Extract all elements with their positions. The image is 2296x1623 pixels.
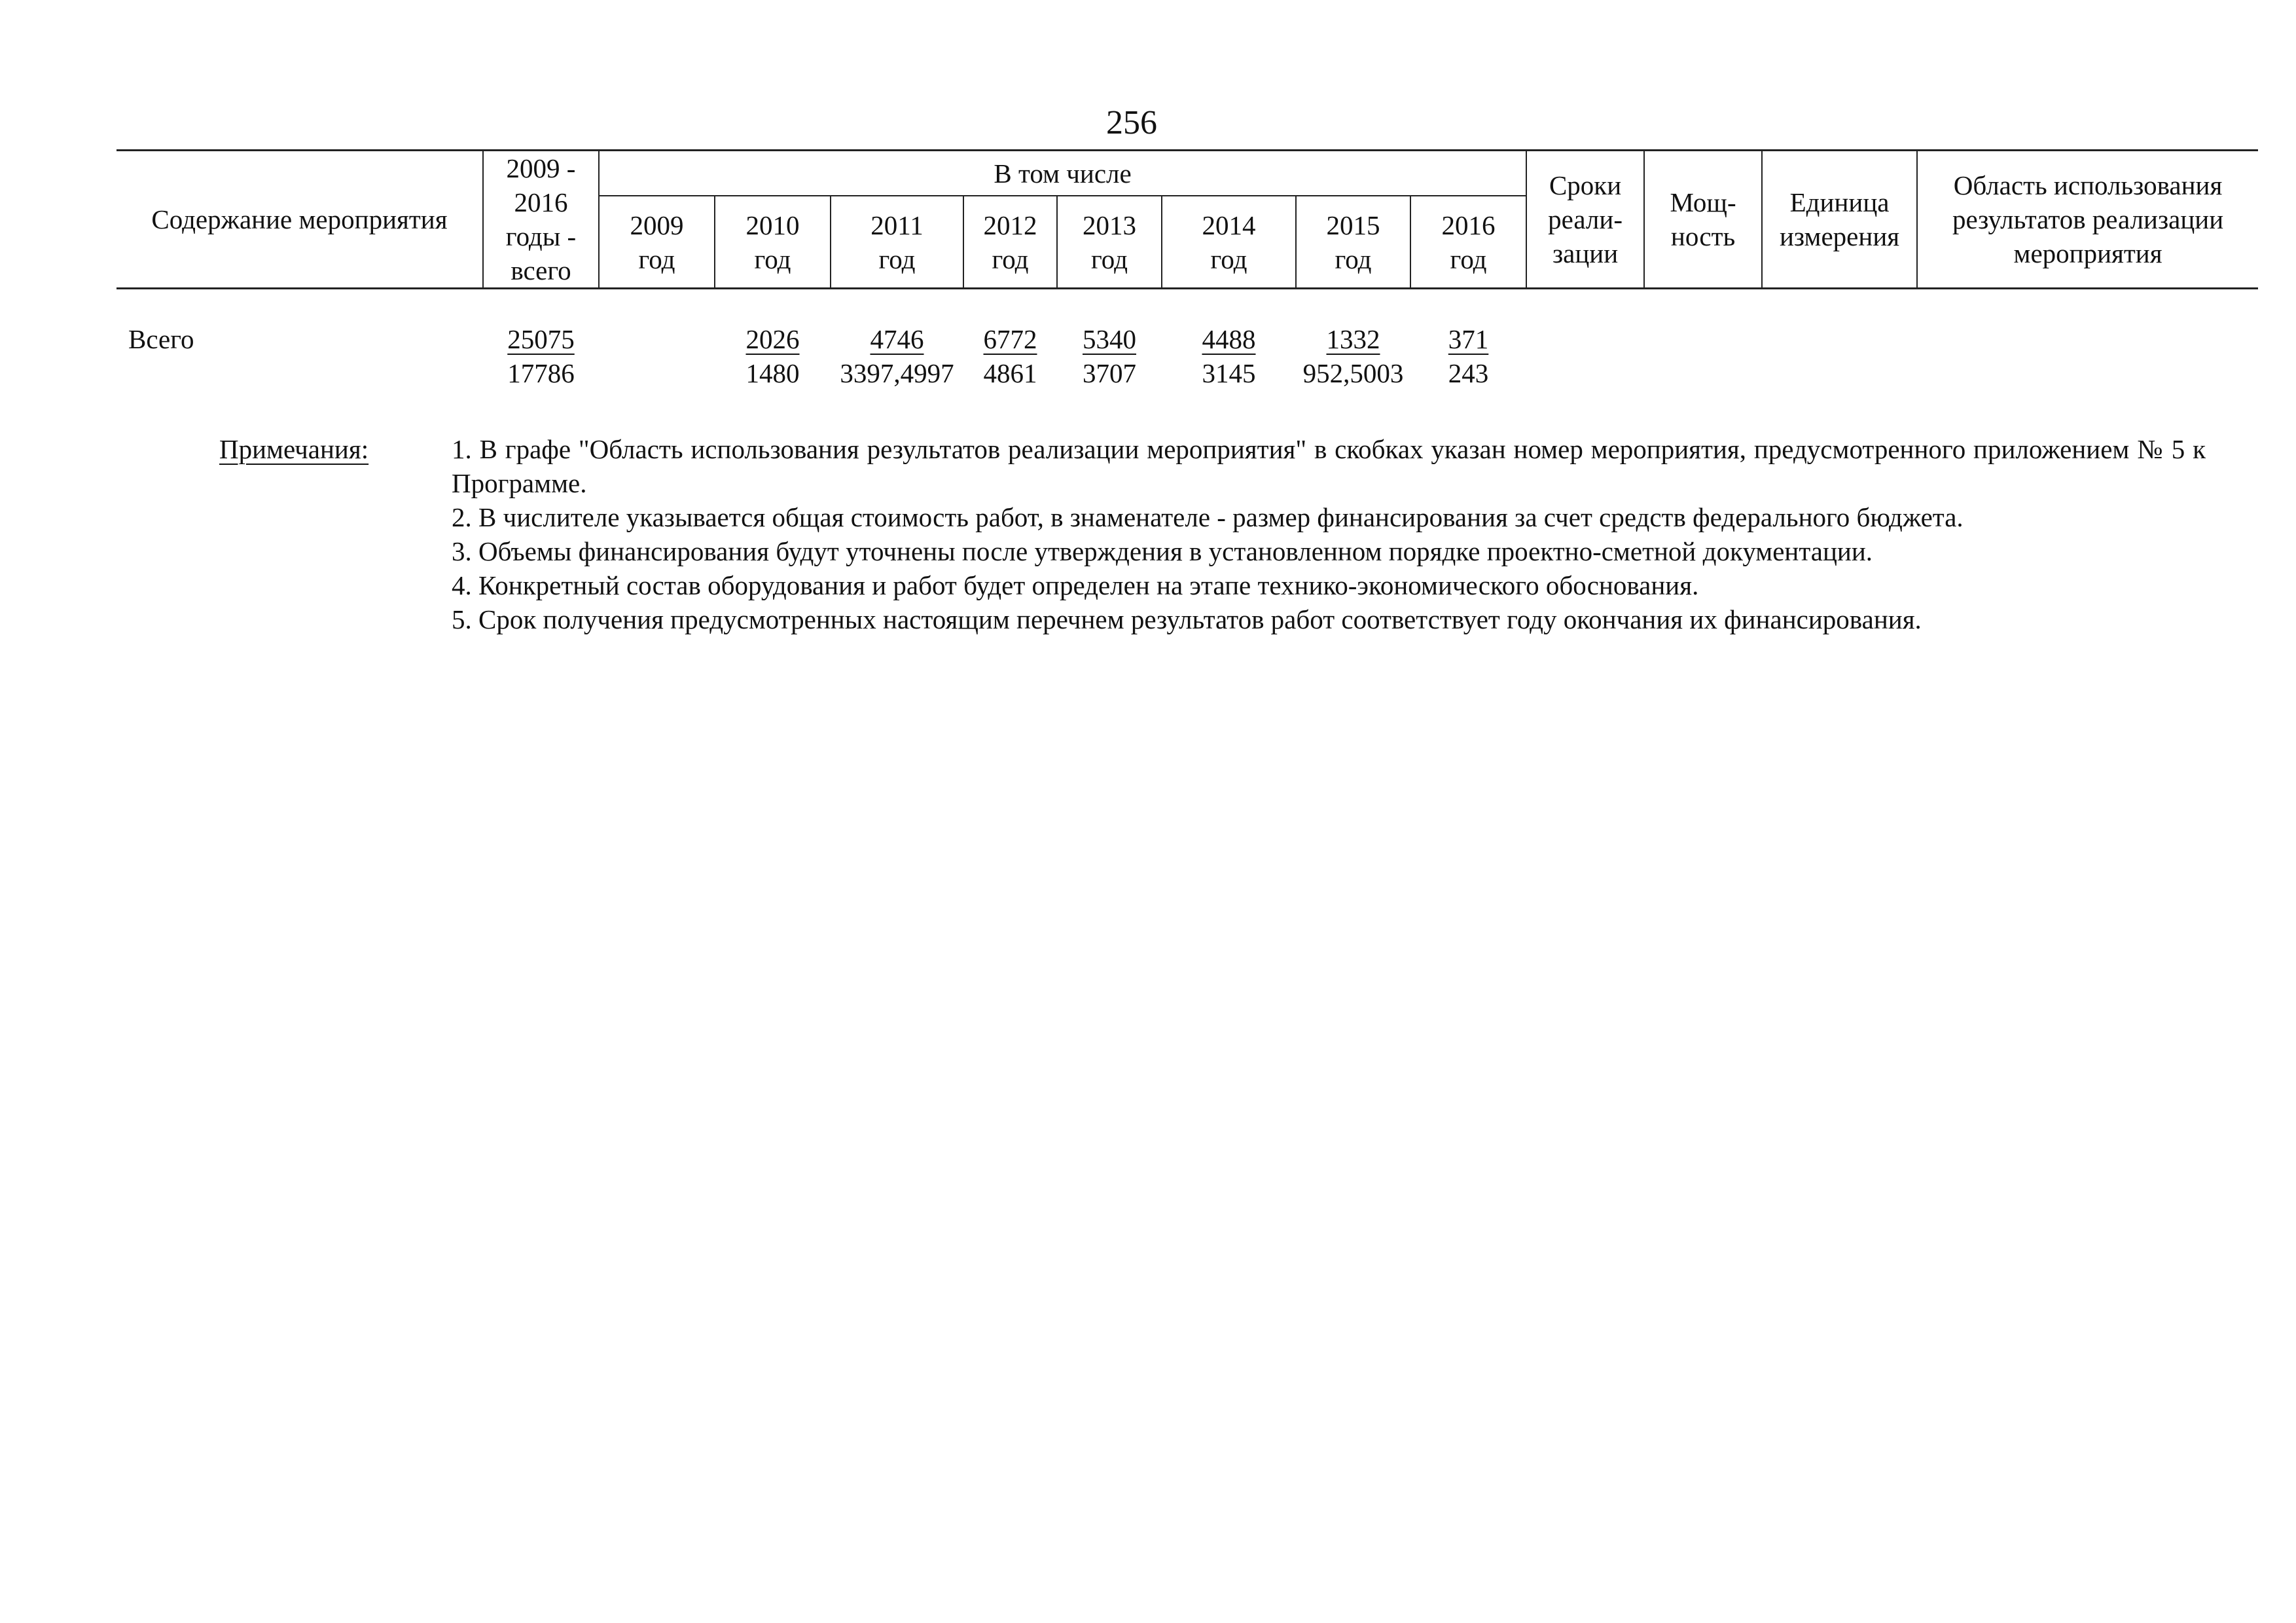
header-year-number: 2011 — [870, 210, 924, 240]
numerator: 2026 — [745, 324, 800, 354]
denominator: 3707 — [1083, 358, 1136, 388]
terms-cell — [1526, 322, 1644, 390]
denominator: 243 — [1448, 358, 1489, 388]
denominator: 1480 — [745, 358, 800, 388]
note-item: 2. В числителе указывается общая стоимость работ, в знаменателе - размер финансирования за счет средств федерального бюджета. — [452, 502, 1964, 532]
page-number: 256 — [1106, 104, 1157, 141]
note-item: 5. Срок получения предусмотренных настоящим перечнем результатов работ соответствует году окончания их финансирования. — [452, 604, 1922, 634]
header-year-unit: год — [1335, 244, 1372, 274]
numerator: 371 — [1448, 324, 1489, 354]
header-area — [1917, 151, 2258, 289]
header-year-2013 — [1057, 196, 1162, 288]
header-terms-line: зации — [1552, 238, 1619, 268]
year-cell-2009 — [599, 322, 715, 390]
note-item: 3. Объемы финансирования будут уточнены после утверждения в установленном порядке проектно-сметной документации. — [452, 536, 1873, 566]
header-year-number: 2010 — [745, 210, 800, 240]
year-cell-2016 — [1410, 322, 1526, 390]
denominator: 952,5003 — [1302, 358, 1404, 388]
year-cell-2010 — [715, 322, 831, 390]
table-row-total — [117, 322, 2258, 390]
header-area-line: результатов реализации — [1952, 204, 2224, 234]
header-year-2009 — [599, 196, 715, 288]
total-row-label: Всего — [128, 324, 194, 354]
header-year-unit: год — [1091, 244, 1128, 274]
total-numerator: 25075 — [507, 324, 575, 354]
header-year-unit: год — [1450, 244, 1487, 274]
numerator: 1332 — [1326, 324, 1380, 354]
header-year-unit: год — [754, 244, 791, 274]
table-body — [117, 289, 2258, 391]
header-area-line: мероприятия — [2013, 238, 2162, 268]
header-content: Содержание мероприятия — [117, 151, 483, 289]
header-capacity — [1644, 151, 1762, 289]
note-item: 1. В графе "Область использования результатов реализации мероприятия" в скобках указан номер мероприятия, предусмотренного приложением № 5 к Программе. — [452, 434, 2206, 498]
denominator: 4861 — [983, 358, 1037, 388]
header-year-unit: год — [992, 244, 1029, 274]
header-year-2010 — [715, 196, 831, 288]
area-cell — [1917, 322, 2258, 390]
year-cell-2012 — [963, 322, 1057, 390]
header-year-2012 — [963, 196, 1057, 288]
header-terms-line: Сроки — [1549, 170, 1622, 200]
header-unit — [1762, 151, 1917, 289]
table-header — [117, 151, 2258, 289]
header-year-2015 — [1296, 196, 1410, 288]
header-including: В том числе — [599, 151, 1526, 196]
header-year-number: 2009 — [630, 210, 684, 240]
financing-table — [117, 149, 2258, 390]
header-year-number: 2016 — [1441, 210, 1496, 240]
header-capacity-line: ность — [1670, 221, 1736, 251]
spacer-cell — [117, 289, 2258, 323]
header-year-unit: год — [878, 244, 916, 274]
denominator: 3397,4997 — [840, 358, 954, 388]
header-year-number: 2015 — [1326, 210, 1380, 240]
denominator: 3145 — [1202, 358, 1256, 388]
capacity-cell — [1644, 322, 1762, 390]
header-year-number: 2012 — [983, 210, 1037, 240]
header-year-2016 — [1410, 196, 1526, 288]
header-terms-line: реали- — [1548, 204, 1623, 234]
header-year-2011 — [831, 196, 963, 288]
header-year-number: 2014 — [1202, 210, 1256, 240]
header-total-line: 2009 - — [506, 153, 576, 183]
spacer-row — [117, 289, 2258, 323]
year-cell-2013 — [1057, 322, 1162, 390]
year-cell-2014 — [1162, 322, 1296, 390]
header-total — [483, 151, 599, 289]
header-total-line: годы - — [505, 221, 577, 251]
total-denominator: 17786 — [507, 358, 575, 388]
note-item: 4. Конкретный состав оборудования и работ будет определен на этапе технико-экономического обоснования. — [452, 570, 1699, 600]
notes-list — [452, 432, 2206, 636]
numerator: 4746 — [870, 324, 924, 354]
header-year-number: 2013 — [1083, 210, 1136, 240]
header-total-line: всего — [511, 255, 571, 285]
header-terms — [1526, 151, 1644, 289]
numerator: 4488 — [1202, 324, 1256, 354]
header-year-unit: год — [638, 244, 675, 274]
header-area-line: Область использования — [1953, 170, 2223, 200]
total-cell — [483, 322, 599, 390]
header-year-unit: год — [1210, 244, 1247, 274]
header-total-line: 2016 — [514, 187, 568, 217]
year-cell-2015 — [1296, 322, 1410, 390]
numerator: 5340 — [1083, 324, 1136, 354]
header-unit-line: измерения — [1779, 221, 1900, 251]
unit-cell — [1762, 322, 1917, 390]
header-unit-line: Единица — [1789, 187, 1890, 217]
year-cell-2011 — [831, 322, 963, 390]
notes-heading: Примечания: — [219, 434, 369, 464]
header-year-2014 — [1162, 196, 1296, 288]
header-capacity-line: Мощ- — [1670, 187, 1736, 217]
numerator: 6772 — [983, 324, 1037, 354]
